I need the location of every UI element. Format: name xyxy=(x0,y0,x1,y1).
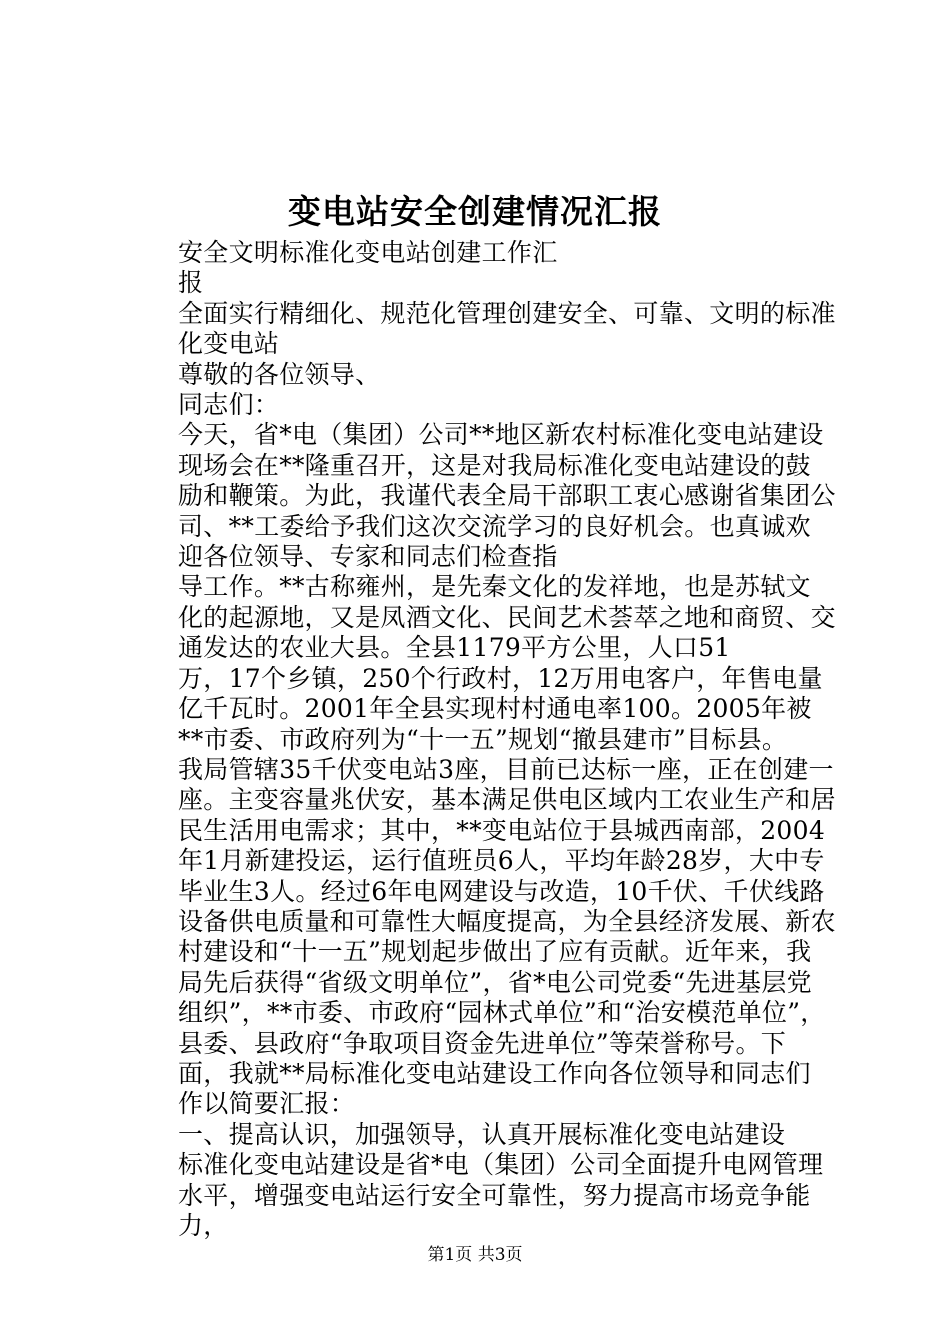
paragraph: 安全文明标准化变电站创建工作汇 xyxy=(178,238,558,267)
paragraph: 我局管辖35千伏变电站3座，目前已达标一座，正在创建一座。主变容量兆伏安，基本满足供电区域内工农业生产和居民生活用电需求；其中，**变电站位于县城西南部，2004年1月新建投运，运行值班员6人，平均年龄28岁，大中专毕业生3人。经过6年电网建设与改造，10千伏、千伏线路设备供电质量和可靠性大幅度提高，为全县经济发展、新农村建设和“十一五”规划起步做出了应有贡献。近年来，我局先后获得“省级文明单位”，省*电公司党委“先进基层党组织”，**市委、市政府“园林式单位”和“治安模范单位”，县委、县政府“争取项目资金先进单位”等荣誉称号。下面，我就**局标准化变电站建设工作向各位领导和同志们作以简要汇报： xyxy=(178,754,836,1119)
paragraph: 报 xyxy=(178,268,204,298)
paragraph: 尊敬的各位领导、 xyxy=(178,359,381,389)
document-body xyxy=(128,238,836,1241)
paragraph: 万，17个乡镇，250个行政村，12万用电客户，年售电量亿千瓦时。2001年全县实现村村通电率100。2005年被**市委、市政府列为“十一五”规划“撤县建市”目标县。 xyxy=(178,663,823,754)
page-number-footer: 第1页 共3页 xyxy=(427,1245,523,1265)
paragraph: 今天，省*电（集团）公司**地区新农村标准化变电站建设现场会在**隆重召开，这是对我局标准化变电站建设的鼓励和鞭策。为此，我谨代表全局干部职工衷心感谢省集团公司、**工委给予我们这次交流学习的良好机会。也真诚欢迎各位领导、专家和同志们检查指 xyxy=(178,420,836,572)
paragraph: 全面实行精细化、规范化管理创建安全、可靠、文明的标准化变电站 xyxy=(178,298,836,359)
paragraph: 一、提高认识，加强领导，认真开展标准化变电站建设 xyxy=(178,1119,786,1149)
paragraph: 同志们： xyxy=(178,390,280,420)
paragraph: 标准化变电站建设是省*电（集团）公司全面提升电网管理水平，增强变电站运行安全可靠性，努力提高市场竞争能力， xyxy=(178,1150,824,1240)
document-title: 变电站安全创建情况汇报 xyxy=(288,192,662,231)
paragraph: 导工作。**古称雍州，是先秦文化的发祥地，也是苏轼文化的起源地，又是凤酒文化、民间艺术荟萃之地和商贸、交通发达的农业大县。全县1179平方公里，人口51 xyxy=(178,572,836,663)
